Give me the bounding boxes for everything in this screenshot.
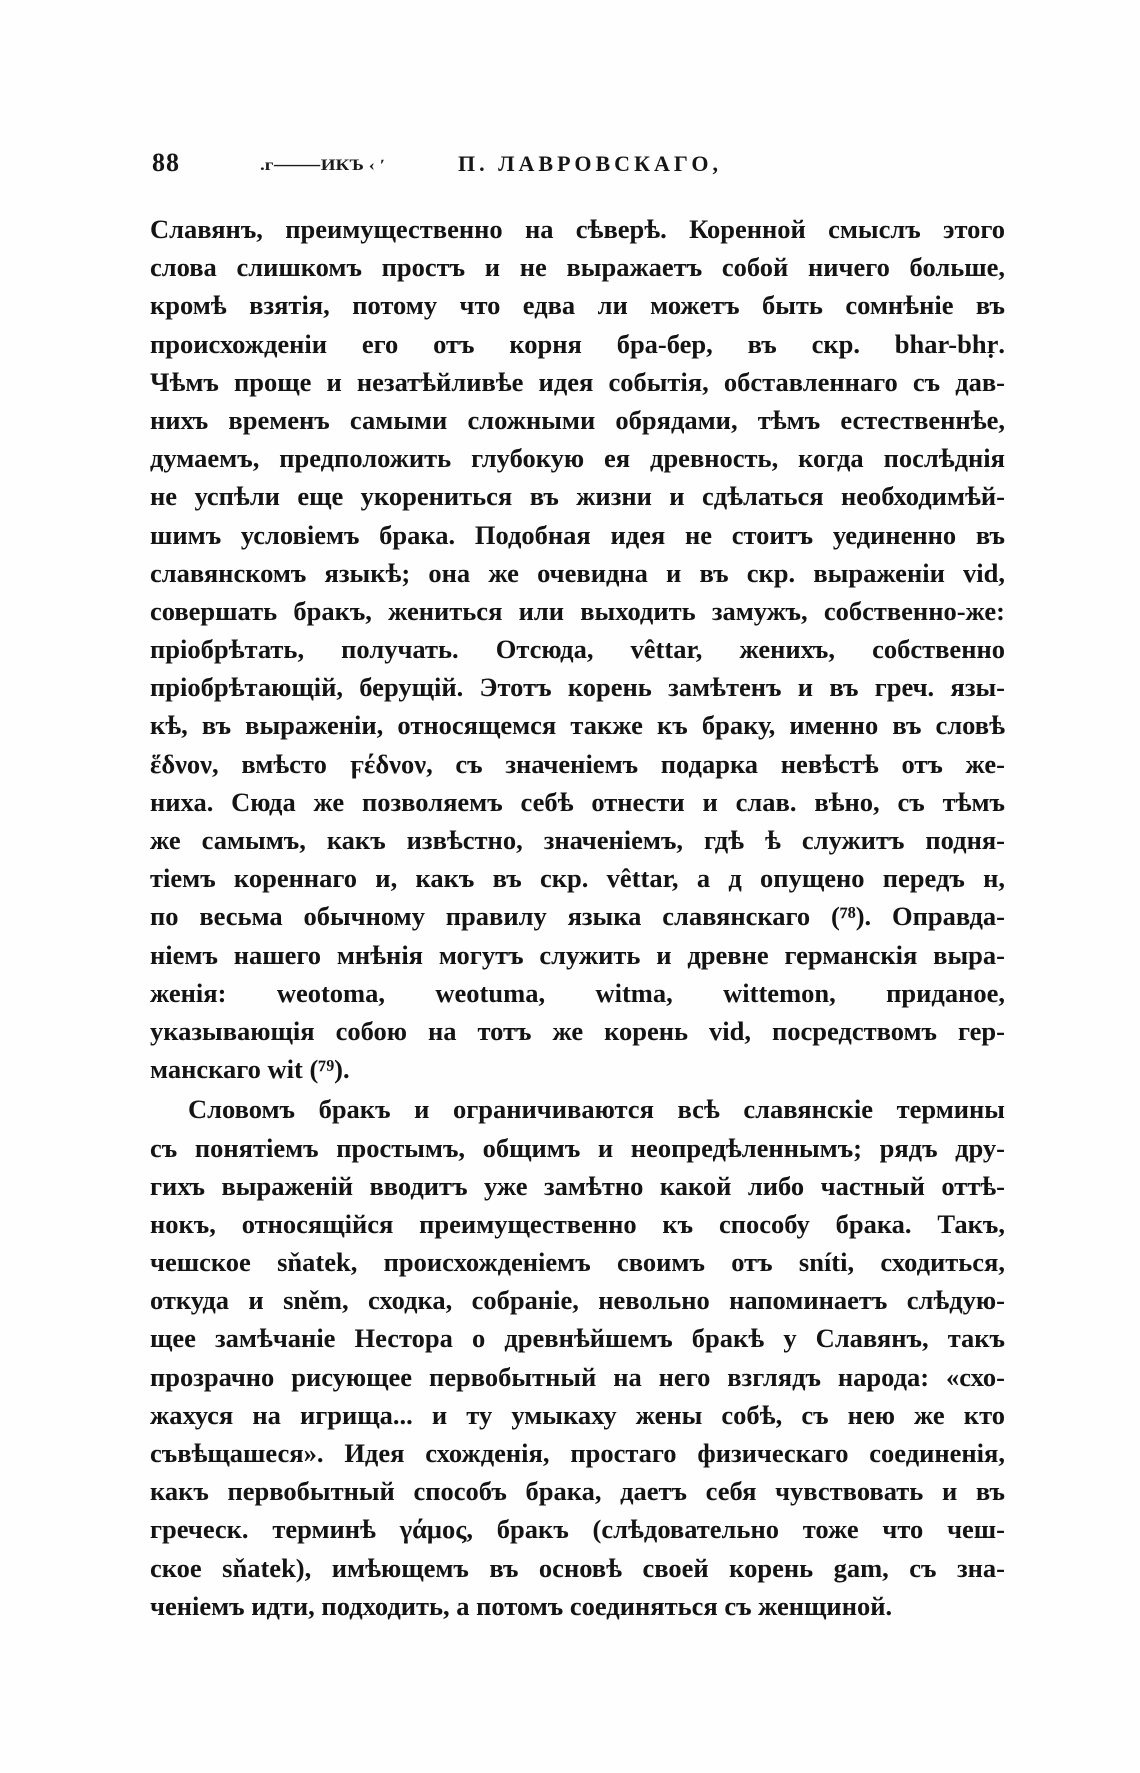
text-line: нихъ временъ самыми сложными обрядами, тѣмъ естественнѣе, (150, 404, 1005, 435)
text-line: указывающія собою на тотъ же корень vid, посредствомъ гер- (150, 1015, 1005, 1046)
text-line: ніемъ нашего мнѣнія могутъ служить и древне германскія выра- (150, 939, 1005, 970)
text-line: ченіемъ идти, подходить, а потомъ соединяться съ женщиной. (150, 1590, 893, 1621)
text-line: думаемъ, предположить глубокую ея древность, когда послѣднія (150, 443, 1005, 474)
text-line: чешское sňatek, происхожденіемъ своимъ отъ sníti, сходиться, (150, 1247, 1005, 1278)
page-header (152, 148, 1012, 188)
text-line: кромѣ взятія, потому что едва ли можетъ быть сомнѣніе въ (150, 290, 1005, 321)
running-head: П. ЛАВРОВСКАГО, (458, 151, 722, 176)
text-line: ниха. Сюда же позволяемъ себѣ отнести и слав. вѣно, съ тѣмъ (150, 786, 1005, 817)
text-line: ское sňatek), имѣющемъ въ основѣ своей корень gam, съ зна- (150, 1552, 1005, 1583)
text-line: ἕδνον, вмѣсто ϝέδνον, съ значеніемъ подарка невѣстѣ отъ же- (150, 748, 1005, 779)
text-line: кѣ, въ выраженіи, относящемся также къ браку, именно въ словѣ (150, 710, 1005, 741)
text-line: съ понятіемъ простымъ, общимъ и неопредѣленнымъ; рядъ дру- (150, 1132, 1005, 1163)
running-head-smudge: .г⸻ИКЪ ‹ ʹ (260, 156, 386, 175)
text-line: происхожденіи его отъ корня бра-бер, въ скр. bhar-bhṛ. (150, 328, 1005, 359)
text-line: слова слишкомъ простъ и не выражаетъ собой ничего больше, (150, 252, 1005, 283)
text-line: Чѣмъ проще и незатѣйливѣе идея событія, обставленнаго съ дав- (150, 366, 1005, 397)
text-line: откуда и sněm, сходка, собраніе, невольно напоминаетъ слѣдую- (150, 1285, 1005, 1316)
text-line: жахуся на игрища... и ту умыкаху жены собѣ, съ нею же кто (150, 1399, 1005, 1430)
text-line: шимъ условіемъ брака. Подобная идея не стоитъ уединенно въ (150, 519, 1005, 550)
text-line: щее замѣчаніе Нестора о древнѣйшемъ бракѣ у Славянъ, такъ (150, 1323, 1005, 1354)
text-line: съвѣщашеся». Идея схожденія, простаго физическаго соединенія, (150, 1438, 1005, 1468)
text-line: женія: weotoma, weotuma, witma, wittemon, приданое, (150, 977, 1005, 1008)
text-line: не успѣли еще укорениться въ жизни и сдѣлаться необходимѣй- (150, 481, 1005, 512)
text-line: совершать бракъ, жениться или выходить замужъ, собственно-же: (150, 595, 1005, 626)
text-line: пріобрѣтать, получать. Отсюда, vêttar, женихъ, собственно (150, 634, 1005, 665)
text-line: прозрачно рисующее первобытный на него взглядъ народа: «схо- (150, 1361, 1005, 1392)
text-line: тіемъ кореннаго и, какъ въ скр. vêttar, а д опущено передъ н, (150, 863, 1005, 894)
text-line: Славянъ, преимущественно на сѣверѣ. Коренной смыслъ этого (150, 214, 1005, 244)
text-line: нокъ, относящійся преимущественно къ способу брака. Такъ, (150, 1208, 1005, 1239)
text-line: пріобрѣтающій, берущій. Этотъ корень замѣтенъ и въ греч. язы- (150, 672, 1005, 703)
text-line: греческ. терминѣ γάμος, бракъ (слѣдовательно тоже что чеш- (150, 1514, 1005, 1545)
text-line: славянскомъ языкѣ; она же очевидна и въ скр. выраженіи vid, (150, 557, 1005, 588)
paragraph-1 (150, 210, 1005, 1088)
page-number: 88 (152, 148, 180, 177)
text-line: по весьма обычному правилу языка славянскаго (⁷⁸). Оправда- (150, 901, 1005, 932)
text-line: манскаго wit (⁷⁹). (150, 1054, 350, 1085)
text-line: Словомъ бракъ и ограничиваются всѣ славянскіе термины (188, 1094, 1005, 1125)
paragraph-2 (150, 1090, 1005, 1625)
body-text (150, 210, 1005, 1625)
text-line: же самымъ, какъ извѣстно, значеніемъ, гдѣ ѣ служитъ подня- (150, 825, 1005, 855)
text-line: какъ первобытный способъ брака, даетъ себя чувствовать и въ (150, 1476, 1005, 1507)
text-line: гихъ выраженій вводитъ уже замѣтно какой либо частный оттѣ- (150, 1170, 1005, 1201)
